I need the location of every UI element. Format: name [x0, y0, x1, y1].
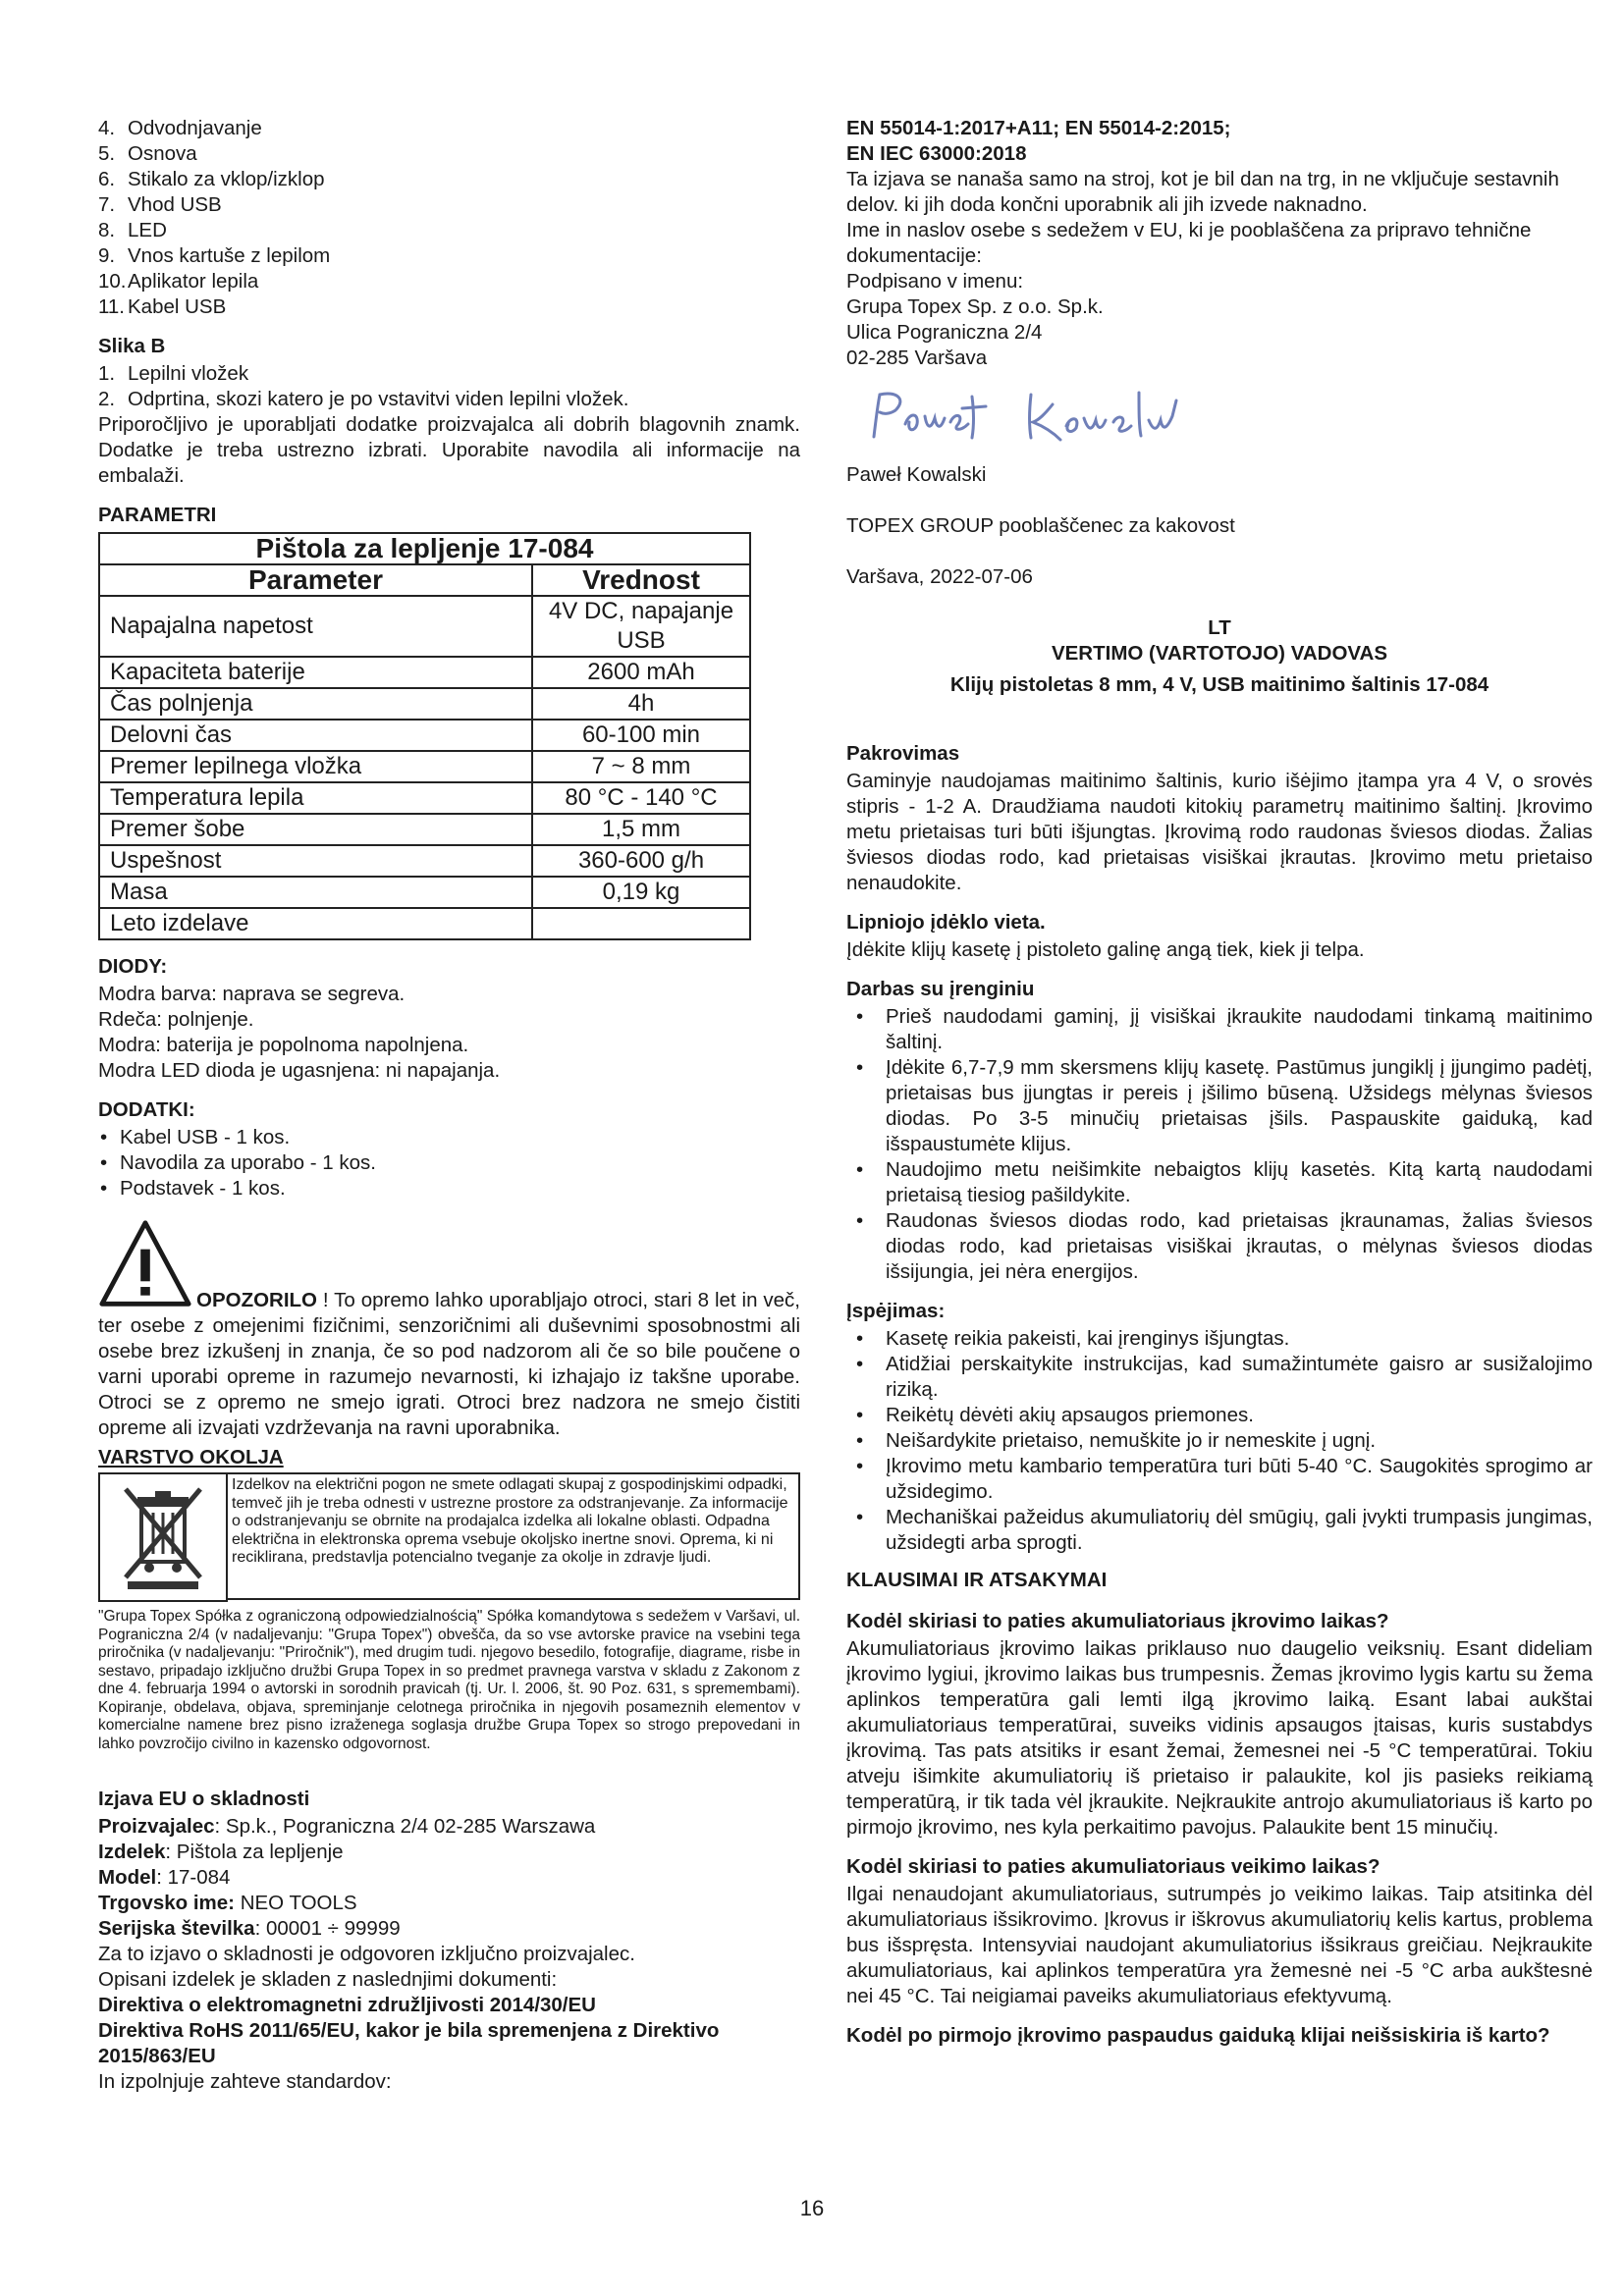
list-item: • Reikėtų dėvėti akių apsaugos priemones. — [846, 1403, 1593, 1428]
table-row: Masa 0,19 kg — [99, 877, 750, 908]
list-item: 2. Odprtina, skozi katero je po vstavitvi viden lepilni vložek. — [98, 388, 629, 410]
parts-list — [98, 116, 800, 320]
signed-line: Ulica Pograniczna 2/4 — [846, 321, 1043, 344]
diode-line: Rdeča: polnjenje. — [98, 1008, 254, 1031]
diode-line: Modra barva: naprava se segreva. — [98, 983, 406, 1005]
signature-image — [866, 383, 1200, 452]
list-item: 6. Stikalo za vklop/izklop — [98, 168, 325, 190]
faq-question: Kodėl skiriasi to paties akumuliatoriaus veikimo laikas? — [846, 1855, 1380, 1878]
list-item: • Prieš naudodami gaminį, jį visiškai įkraukite naudodami tinkamą maitinimo šaltinį. — [846, 1004, 1593, 1055]
decl-field: Serijska številka: 00001 ÷ 99999 — [98, 1917, 401, 1940]
legal-text: "Grupa Topex Spółka z ograniczoną odpowiedzialnością" Spółka komandytowa s sedežem v Varšavi, ul. Pograniczna 2/4 (v nadaljevanju: "Grupa Topex") obvešča, da so vse avtorske pravice na vsebini tega priročnika (v nadaljevanju: "Priročnik"), med drugim tudi. njegovo besedilo, fotografije, diagrame, risbe in sestavo, pripadajo izključno družbi Grupa Topex in so predmet pravnega varstva v skladu z Zakonom z dne 4. februarja 1994 o avtorski in sorodnih pravicah (tj. Ur. l. 2006, št. 90 Poz. 631, s spremembami). Kopiranje, obdelava, objava, spreminjanje celotnega priročnika in njegovih posameznih elementov v komercialne namene brez pisno izraženega soglasja družbe Grupa Topex so strogo prepovedani in lahko povzročijo civilno in kazensko odgovornost. — [98, 1608, 800, 1752]
table-row: Napajalna napetost 4V DC, napajanje USB — [99, 596, 750, 657]
recommend-text: Priporočljivo je uporabljati dodatke proizvajalca ali dobrih blagovnih znamk. Dodatke je treba ustrezno izbrati. Uporabite navodila ali informacije na embalaži. — [98, 413, 800, 487]
decl-field: Model: 17-084 — [98, 1866, 231, 1889]
list-item: 1. Lepilni vložek — [98, 362, 249, 385]
diode-line: Modra LED dioda je ugasnjena: ni napajanja. — [98, 1059, 501, 1082]
decl-line: Za to izjavo o skladnosti je odgovoren izključno proizvajalec. — [98, 1943, 635, 1965]
list-item: 8. LED — [98, 219, 167, 241]
faq-answer: Akumuliatoriaus įkrovimo laikas priklauso nuo daugelio veiksnių. Esant dideliam įkrovimo lygiui, įkrovimo laikas bus trumpesnis. Žemas įkrovimo lygis kartu su žema aplinkos temperatūra gali lemti ilgą įkrovimo laiką. Esant labai aukštai akumuliatoriaus temperatūrai, suveiks vidinis apsaugos įtaisas, kuris sustabdys įkrovimą. Tas pats atsitiks ir esant žemai, žemesnei nei -5 °C temperatūrai. Tokiu atveju išimkite akumuliatorių iš prietaiso ir palaukite, kol jis pasieks reikiamą temperatūrą, ir tik tada vėl įkraukite. Neįkraukite antrojo akumuliatoriaus iš karto po pirmojo įkrovimo, nes kyla perkaitimo pavojus. Palaukite bent 15 minučių. — [846, 1637, 1593, 1839]
faq-question: Kodėl skiriasi to paties akumuliatoriaus įkrovimo laikas? — [846, 1610, 1389, 1632]
env-title: VARSTVO OKOLJA — [98, 1446, 284, 1468]
warning-text: ! To opremo lahko uporabljajo otroci, stari 8 let in več, ter osebe z omejenimi fizičnimi, senzoričnimi ali duševnimi sposobnostmi ali osebe brez izkušenj in znanja, če so pod nadzorom ali če so bile poučene o varni uporabi opreme in razumejo nevarnosti, ki izhajajo iz takšne uporabe. Otroci se z opremo ne smejo igrati. Otroci brez nadzora ne smejo čistiti opreme ali izvajati vzdrževanja na ravni uporabnika. — [98, 1289, 800, 1439]
list-item: • Įdėkite 6,7-7,9 mm skersmens klijų kasetę. Pastūmus jungiklį į įjungimo padėtį, prietaisas bus įjungtas ir pereis į įšilimo būseną. Užsidegs mėlynas šviesos diodas. Po 3-5 minučių prietaisas įšils. Paspauskite gaiduką, kad išspaustumėte klijus. — [846, 1055, 1593, 1157]
signer-name: Paweł Kowalski — [846, 463, 987, 486]
left-column — [98, 116, 800, 2095]
list-item: • Navodila za uporabo - 1 kos. — [98, 1150, 800, 1176]
table-row: Premer šobe 1,5 mm — [99, 814, 750, 845]
table-row: Premer lepilnega vložka 7 ~ 8 mm — [99, 751, 750, 782]
table-title: Pištola za lepljenje 17-084 — [99, 533, 750, 564]
list-item: 10.Aplikator lepila — [98, 270, 259, 293]
faq-title: KLAUSIMAI IR ATSAKYMAI — [846, 1569, 1108, 1591]
declaration-title: Izjava EU o skladnosti — [98, 1788, 310, 1810]
decl-line: Opisani izdelek je skladen z naslednjimi dokumenti: — [98, 1968, 558, 1991]
list-item: • Mechaniškai pažeidus akumuliatorių dėl smūgių, gali įvykti trumpasis jungimas, užsidegti arba sprogti. — [846, 1505, 1593, 1556]
list-item: 7. Vhod USB — [98, 193, 222, 216]
table-row: Temperatura lepila 80 °C - 140 °C — [99, 782, 750, 814]
table-row: Kapaciteta baterije 2600 mAh — [99, 657, 750, 688]
signed-line: 02-285 Varšava — [846, 347, 988, 369]
page-number: 16 — [799, 2196, 825, 2220]
list-item: 5. Osnova — [98, 142, 197, 165]
list-item: • Kasetę reikia pakeisti, kai įrenginys išjungtas. — [846, 1326, 1593, 1352]
authorized-text: Ime in naslov osebe s sedežem v EU, ki je pooblaščena za pripravo tehnične dokumentacije: — [846, 219, 1532, 267]
accessories-title: DODATKI: — [98, 1098, 195, 1121]
list-item: • Neišardykite prietaiso, nemuškite jo ir nemeskite į ugnį. — [846, 1428, 1593, 1454]
lang-code: LT — [1208, 616, 1231, 639]
manual-title: VERTIMO (VARTOTOJO) VADOVAS — [1051, 642, 1388, 665]
signed-line: Grupa Topex Sp. z o.o. Sp.k. — [846, 295, 1104, 318]
parameters-table — [98, 532, 751, 940]
work-list — [846, 1004, 1593, 1285]
decl-field: Proizvajalec: Sp.k., Pograniczna 2/4 02-285 Warszawa — [98, 1815, 596, 1838]
table-row: Čas polnjenja 4h — [99, 688, 750, 720]
charging-title: Pakrovimas — [846, 742, 960, 765]
insert-text: Įdėkite klijų kasetę į pistoleto galinę angą tiek, kiek ji telpa. — [846, 938, 1365, 961]
table-row: Delovni čas 60-100 min — [99, 720, 750, 751]
warnings-title: Įspėjimas: — [846, 1300, 946, 1322]
list-item: • Podstavek - 1 kos. — [98, 1176, 800, 1201]
signed-line: Podpisano v imenu: — [846, 270, 1024, 293]
list-item: • Atidžiai perskaitykite instrukcijas, kad sumažintumėte gaisro ar susižalojimo riziką. — [846, 1352, 1593, 1403]
list-item: • Kabel USB - 1 kos. — [98, 1125, 800, 1150]
decl-text: Ta izjava se nanaša samo na stroj, kot je bil dan na trg, in ne vključuje sestavnih delov. ki jih doda končni uporabnik ali jih izvede naknadno. — [846, 168, 1559, 216]
decl-field: Izdelek: Pištola za lepljenje — [98, 1841, 344, 1863]
parameters-title: PARAMETRI — [98, 504, 217, 526]
list-item: 4. Odvodnjavanje — [98, 117, 262, 139]
table-row: Uspešnost 360-600 g/h — [99, 845, 750, 877]
list-item: • Naudojimo metu neišimkite nebaigtos klijų kasetės. Kitą kartą naudodami prietaisą tiesiog pašildykite. — [846, 1157, 1593, 1208]
column-header-value: Vrednost — [532, 564, 750, 596]
warning-label: OPOZORILO — [196, 1289, 317, 1311]
figure-b-list — [98, 361, 800, 412]
faq-answer: Ilgai nenaudojant akumuliatoriaus, sutrumpės jo veikimo laikas. Taip atsitinka dėl akumuliatoriaus išsikrovimo. Įkrovus ir iškrovus akumuliatorių kelis kartus, problema bus išspręsta. Intensyviai naudojant akumuliatorius išsikraus greičiau. Neįkraukite akumuliatoriaus, kai aplinkos temperatūra yra žemesnė nei -5 °C arba aukštesnė nei 45 °C. Tai neigiamai paveiks akumuliatoriaus efektyvumą. — [846, 1883, 1593, 2007]
diodes-title: DIODY: — [98, 955, 168, 978]
standards-line: EN 55014-1:2017+A11; EN 55014-2:2015; — [846, 117, 1231, 139]
list-item: 9. Vnos kartuše z lepilom — [98, 244, 331, 267]
place-date: Varšava, 2022-07-06 — [846, 565, 1033, 588]
right-column — [846, 116, 1593, 2051]
list-item: • Įkrovimo metu kambario temperatūra turi būti 5-40 °C. Saugokitės sprogimo ar užsidegimo. — [846, 1454, 1593, 1505]
table-title-row — [99, 533, 750, 564]
standards-line: EN IEC 63000:2018 — [846, 142, 1027, 165]
insert-title: Lipniojo įdėklo vieta. — [846, 911, 1046, 934]
decl-directive: Direktiva o elektromagnetni združljivosti 2014/30/EU — [98, 1994, 596, 2016]
warning-triangle-icon — [98, 1217, 192, 1311]
list-item: 11. Kabel USB — [98, 295, 227, 318]
weee-bin-icon — [98, 1472, 228, 1602]
warnings-list — [846, 1326, 1593, 1556]
signature — [866, 383, 1593, 458]
accessories-list — [98, 1125, 800, 1201]
charging-text: Gaminyje naudojamas maitinimo šaltinis, kurio išėjimo įtampa yra 4 V, o srovės stipris - 1-2 A. Draudžiama naudoti kitokių parametrų maitinimo šaltinį. Įkrovimo metu prietaisas turi būti išjungtas. Įkrovimą rodo raudonas šviesos diodas. Žalias šviesos diodas rodo, kad prietaisas visiškai įkrautas. Įkrovimo metu prietaiso nenaudokite. — [846, 770, 1593, 894]
work-title: Darbas su įrenginiu — [846, 978, 1035, 1000]
list-item: • Raudonas šviesos diodas rodo, kad prietaisas įkraunamas, žalias šviesos diodas rodo, kad prietaisas visiškai įkrautas, o mėlynas šviesos diodas išsijungia, jei nėra energijos. — [846, 1208, 1593, 1285]
signer-role: TOPEX GROUP pooblaščenec za kakovost — [846, 514, 1235, 537]
column-header-parameter: Parameter — [99, 564, 532, 596]
warning-block — [98, 1217, 800, 1441]
table-row: Leto izdelave — [99, 908, 750, 939]
figure-b-title: Slika B — [98, 335, 166, 357]
env-text: Izdelkov na električni pogon ne smete odlagati skupaj z gospodinjskimi odpadki, temveč jih je treba odnesti v ustrezne prostore za odstranjevanje. Za informacije o odstranjevanju se obrnite na prodajalca izdelka ali lokalne oblasti. Odpadna električna in elektronska oprema vsebuje okoljsko inertne snovi. Oprema, ki ni reciklirana, predstavlja potencialno tveganje za okolje in zdravje ljudi. — [228, 1472, 800, 1600]
manual-subtitle: Klijų pistoletas 8 mm, 4 V, USB maitinimo šaltinis 17-084 — [949, 673, 1489, 696]
table-header-row — [99, 564, 750, 596]
decl-line: In izpolnjuje zahteve standardov: — [98, 2070, 392, 2093]
diode-line: Modra: baterija je popolnoma napolnjena. — [98, 1034, 469, 1056]
faq-question: Kodėl po pirmojo įkrovimo paspaudus gaiduką klijai neišsiskiria iš karto? — [846, 2024, 1550, 2047]
env-box — [98, 1472, 800, 1602]
decl-directive: Direktiva RoHS 2011/65/EU, kakor je bila spremenjena z Direktivo 2015/863/EU — [98, 2019, 720, 2067]
decl-field: Trgovsko ime: NEO TOOLS — [98, 1892, 357, 1914]
